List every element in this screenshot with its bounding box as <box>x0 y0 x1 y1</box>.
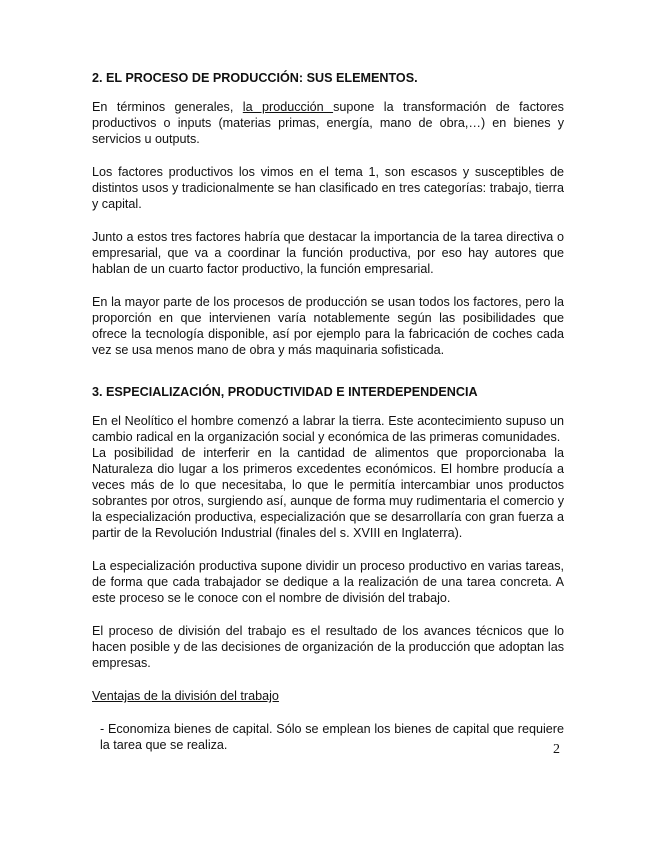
document-page <box>92 70 564 753</box>
production-underlined-term: la producción <box>242 100 334 114</box>
section-2-paragraph-1 <box>92 99 564 147</box>
p1-text-before: En términos generales, <box>92 100 243 114</box>
advantage-bullet-1: - Economiza bienes de capital. Sólo se emplean los bienes de capital que requiere la tarea que se realiza. <box>100 722 564 752</box>
advantages-subheading: Ventajas de la división del trabajo <box>92 689 279 703</box>
p1-text-after: supone la transformación de factores productivos o inputs (materias primas, energía, mano de obra,…) en bienes y servicios u outputs. <box>92 100 564 146</box>
section-2-paragraph-3: Junto a estos tres factores habría que destacar la importancia de la tarea directiva o empresarial, que va a coordinar la función productiva, por eso hay autores que hablan de un cuarto factor productivo, la función empresarial. <box>92 230 564 276</box>
section-3-paragraph-3: La especialización productiva supone dividir un proceso productivo en varias tareas, de forma que cada trabajador se dedique a la realización de una tarea concreta. A este proceso se le conoce con el nombre de división del trabajo. <box>92 559 564 605</box>
section-2-paragraph-2: Los factores productivos los vimos en el tema 1, son escasos y susceptibles de distintos usos y tradicionalmente se han clasificado en tres categorías: trabajo, tierra y capital. <box>92 165 564 211</box>
section-3-heading: 3. ESPECIALIZACIÓN, PRODUCTIVIDAD E INTERDEPENDENCIA <box>92 385 478 399</box>
page-number: 2 <box>553 742 560 757</box>
section-2-heading: 2. EL PROCESO DE PRODUCCIÓN: SUS ELEMENTOS. <box>92 71 418 85</box>
section-3-paragraph-4: El proceso de división del trabajo es el resultado de los avances técnicos que lo hacen posible y de las decisiones de organización de la producción que adoptan las empresas. <box>92 624 564 670</box>
section-3-paragraph-2: La posibilidad de interferir en la cantidad de alimentos que proporcionaba la Naturaleza dio lugar a los primeros excedentes económicos. El hombre producía a veces más de lo que necesitaba, lo que le permitía intercambiar unos productos sobrantes por otros, surgiendo así, aunque de forma muy rudimentaria el comercio y la especialización productiva, especialización que se desarrollaría con gran fuerza a partir de la Revolución Industrial (finales del s. XVIII en Inglaterra). <box>92 446 564 540</box>
section-3-paragraph-1: En el Neolítico el hombre comenzó a labrar la tierra. Este acontecimiento supuso un cambio radical en la organización social y económica de las primeras comunidades. <box>92 414 564 444</box>
section-2-paragraph-4: En la mayor parte de los procesos de producción se usan todos los factores, pero la proporción en que intervienen varía notablemente según las posibilidades que ofrece la tecnología disponible, así por ejemplo para la fabricación de coches cada vez se usa menos mano de obra y más maquinaria sofisticada. <box>92 295 564 357</box>
